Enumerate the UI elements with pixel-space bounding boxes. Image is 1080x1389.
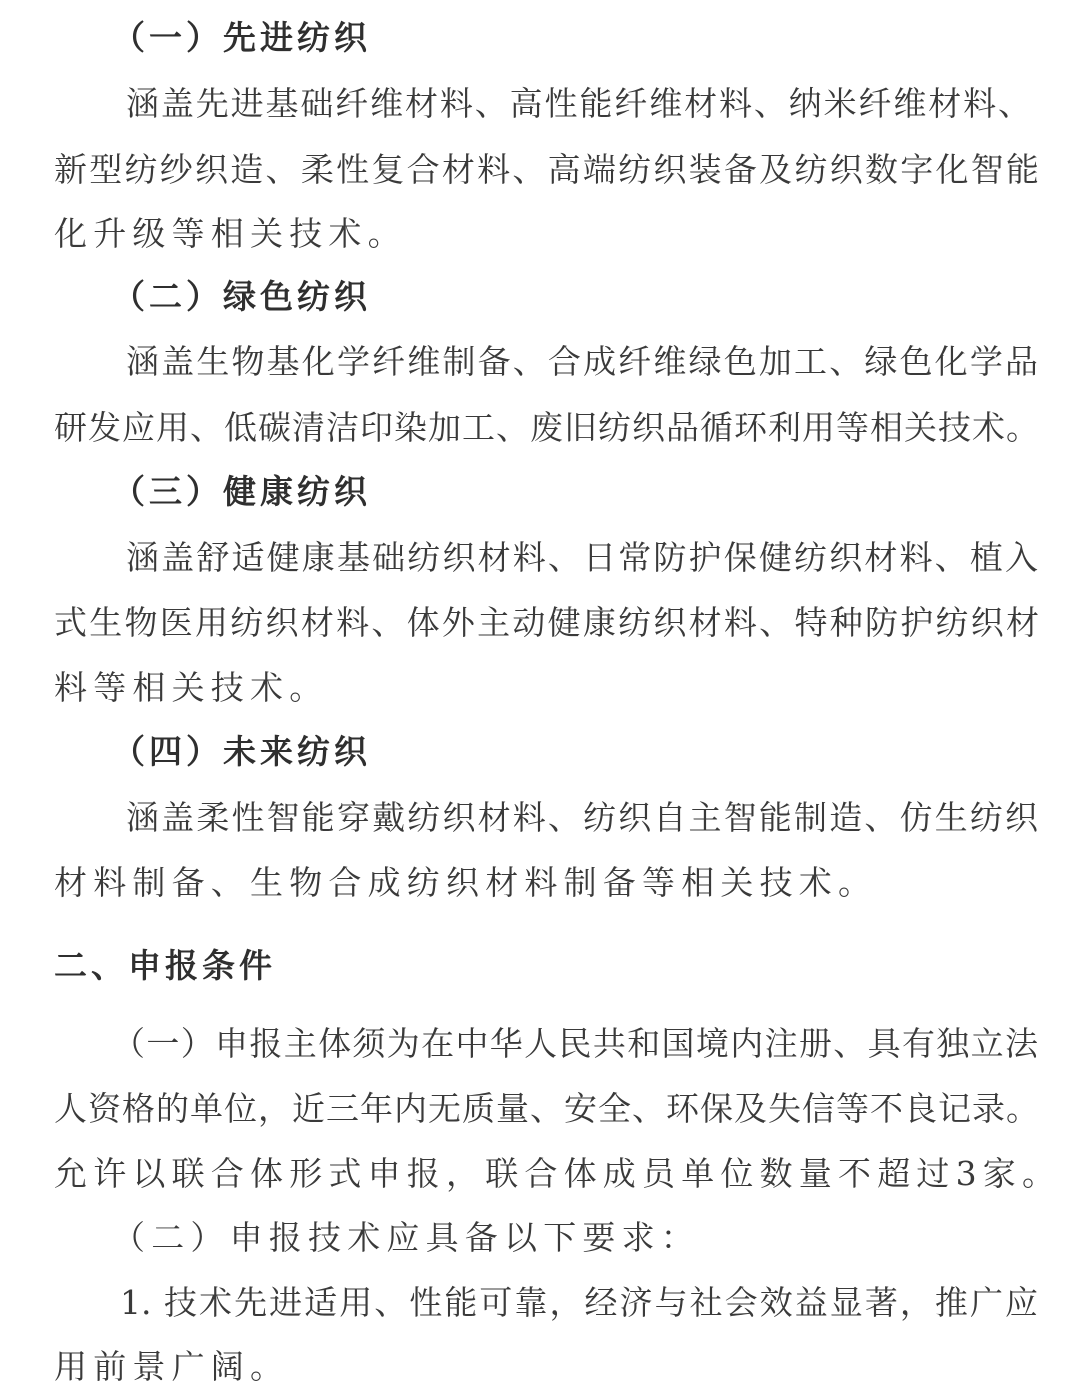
section-heading-health-textile: （三）健康纺织 <box>112 472 371 511</box>
section-4-line-2: 材料制备、生物合成纺织材料制备等相关技术。 <box>54 863 878 902</box>
condition-1-line-1: （一）申报主体须为在中华人民共和国境内注册、具有独立法 <box>112 1024 1038 1063</box>
section-3-line-1: 涵盖舒适健康基础纺织材料、日常防护保健纺织材料、植入 <box>126 538 1038 577</box>
section-4-line-1: 涵盖柔性智能穿戴纺织材料、纺织自主智能制造、仿生纺织 <box>126 798 1038 837</box>
section-3-line-2: 式生物医用纺织材料、体外主动健康纺织材料、特种防护纺织材 <box>54 603 1039 642</box>
section-2-line-2: 研发应用、低碳清洁印染加工、废旧纺织品循环利用等相关技术。 <box>54 408 1039 447</box>
section-heading-advanced-textile: （一）先进纺织 <box>112 18 371 57</box>
section-heading-green-textile: （二）绿色纺织 <box>112 277 371 316</box>
condition-1-line-3: 允许以联合体形式申报，联合体成员单位数量不超过3家。 <box>54 1154 1062 1193</box>
section-2-line-1: 涵盖生物基化学纤维制备、合成纤维绿色加工、绿色化学品 <box>126 342 1038 381</box>
section-1-line-3: 化升级等相关技术。 <box>54 214 407 253</box>
part-two-heading: 二、申报条件 <box>54 946 276 985</box>
requirement-1-line-1: 1. 技术先进适用、性能可靠，经济与社会效益显著，推广应 <box>120 1283 1038 1322</box>
section-3-line-3: 料等相关技术。 <box>54 668 329 707</box>
requirement-1-line-2: 用前景广阔。 <box>54 1347 290 1386</box>
section-heading-future-textile: （四）未来纺织 <box>112 732 371 771</box>
condition-2-line-1: （二）申报技术应具备以下要求： <box>112 1218 700 1257</box>
section-1-line-2: 新型纺纱织造、柔性复合材料、高端纺织装备及纺织数字化智能 <box>54 150 1039 189</box>
condition-1-line-2: 人资格的单位，近三年内无质量、安全、环保及失信等不良记录。 <box>54 1089 1039 1128</box>
section-1-line-1: 涵盖先进基础纤维材料、高性能纤维材料、纳米纤维材料、 <box>126 84 1031 123</box>
